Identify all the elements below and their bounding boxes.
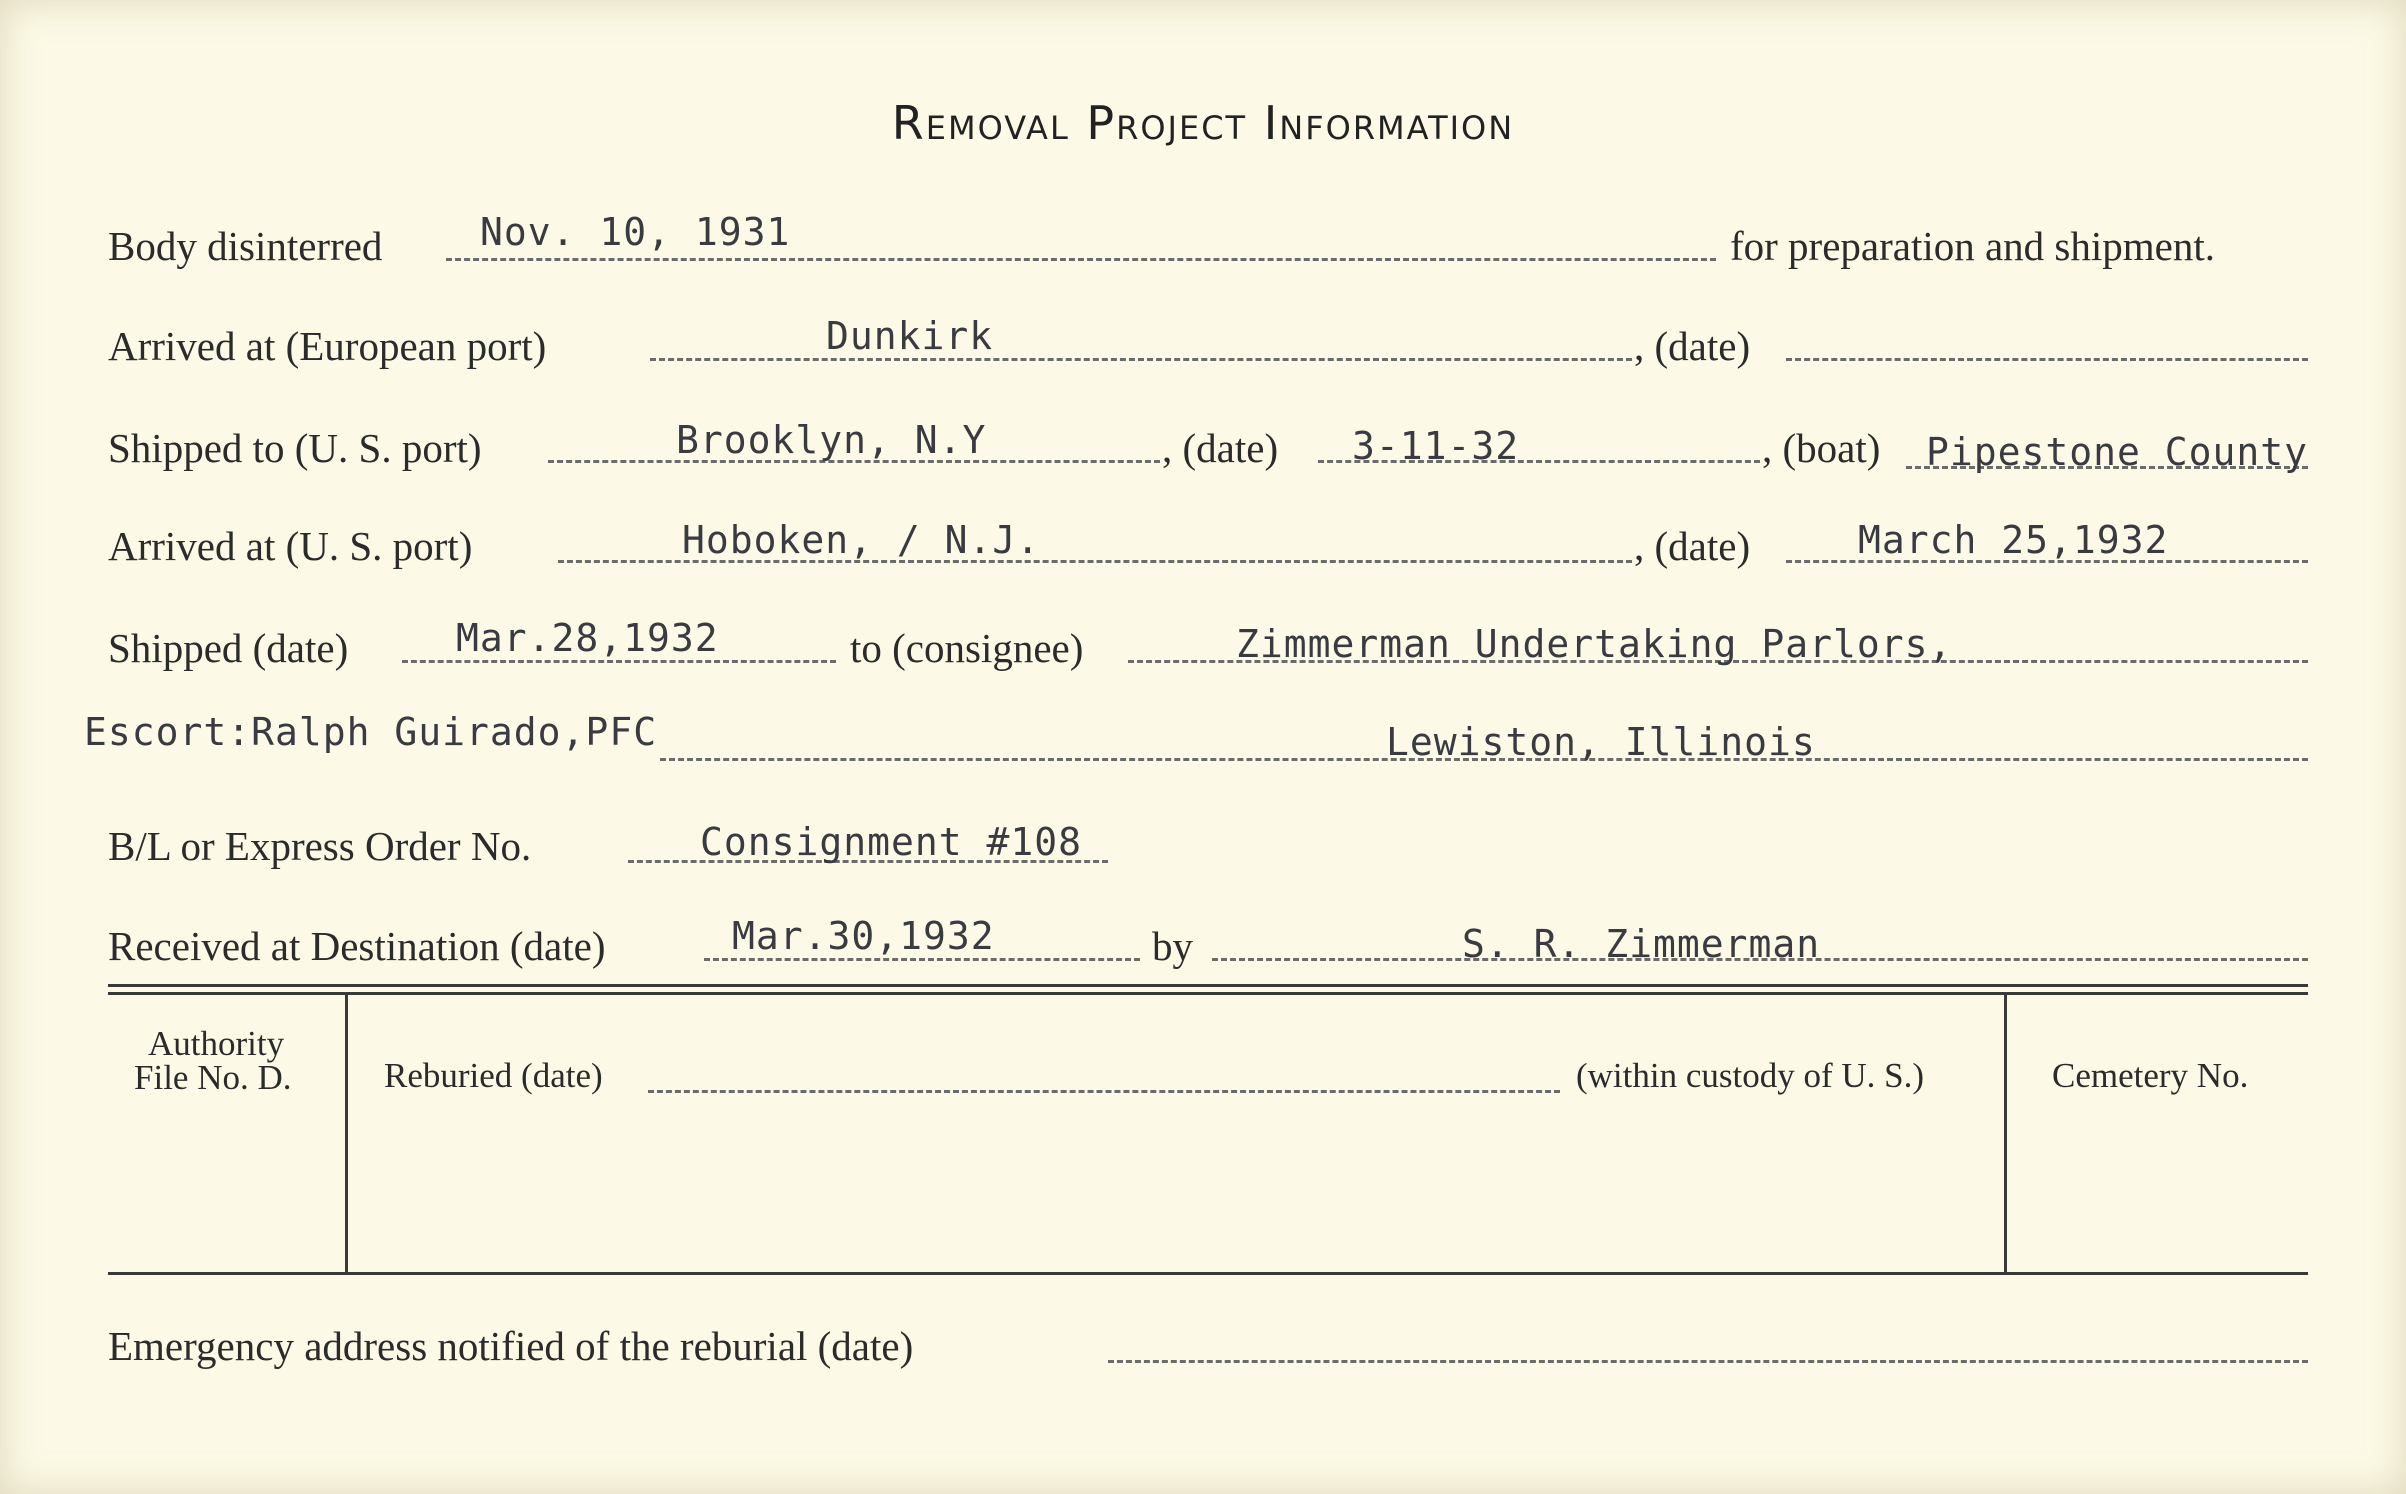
consignee-city-value: Lewiston, Illinois	[1386, 720, 1816, 764]
emergency-label: Emergency address notified of the reburial (date)	[108, 1323, 914, 1369]
bl-label: B/L or Express Order No.	[108, 823, 532, 869]
arrived-us-value: Hoboken, / N.J.	[682, 518, 1041, 562]
shipped-us-boat-value: Pipestone County	[1926, 430, 2309, 474]
consignee-value: Zimmerman Undertaking Parlors,	[1236, 622, 1953, 666]
received-by-label: by	[1152, 923, 1193, 969]
escort-value: Escort:Ralph Guirado,PFC	[84, 710, 658, 754]
body-disinterred-label: Body disinterred	[108, 223, 383, 269]
shipped-date-value: Mar.28,1932	[456, 616, 719, 660]
consignee-label: to (consignee)	[850, 625, 1084, 671]
body-disinterred-suffix: for preparation and shipment.	[1730, 223, 2216, 269]
arrived-us-date-label: , (date)	[1634, 523, 1751, 569]
shipped-us-value: Brooklyn, N.Y	[676, 418, 987, 462]
arrived-european-date-label: , (date)	[1634, 323, 1751, 369]
shipped-us-label: Shipped to (U. S. port)	[108, 425, 482, 471]
emergency-line	[1108, 1360, 2308, 1363]
arrived-us-date-value: March 25,1932	[1858, 518, 2169, 562]
reburied-label: Reburied (date)	[384, 1056, 603, 1095]
received-value: Mar.30,1932	[732, 914, 995, 958]
custody-label: (within custody of U. S.)	[1576, 1056, 1925, 1095]
arrived-european-line	[650, 358, 1632, 361]
authority-label-1: Authority	[148, 1024, 285, 1063]
arrived-european-label: Arrived at (European port)	[108, 323, 547, 369]
table-bottom-rule	[108, 1272, 2308, 1275]
received-by-value: S. R. Zimmerman	[1462, 922, 1821, 966]
card-title: Removal Project Information	[891, 96, 1515, 150]
table-divider-left	[345, 994, 348, 1272]
shipped-us-date-value: 3-11-32	[1352, 424, 1520, 468]
shipped-us-boat-label: , (boat)	[1762, 425, 1881, 471]
bl-value: Consignment #108	[700, 820, 1083, 864]
table-top-rule	[108, 984, 2308, 987]
body-disinterred-line	[446, 258, 1716, 261]
reburied-line	[648, 1090, 1560, 1093]
arrived-us-label: Arrived at (U. S. port)	[108, 523, 473, 569]
arrived-european-date-line	[1786, 358, 2308, 361]
shipped-date-line	[402, 660, 836, 663]
authority-label-2: File No. D.	[134, 1058, 292, 1097]
table-top-rule-2	[108, 992, 2308, 995]
arrived-european-value: Dunkirk	[826, 314, 994, 358]
cemetery-label: Cemetery No.	[2052, 1056, 2249, 1095]
table-divider-right	[2004, 994, 2007, 1272]
shipped-date-label: Shipped (date)	[108, 625, 349, 671]
received-line	[704, 958, 1140, 961]
received-label: Received at Destination (date)	[108, 923, 606, 969]
shipped-us-date-label: , (date)	[1162, 425, 1279, 471]
body-disinterred-value: Nov. 10, 1931	[480, 210, 791, 254]
